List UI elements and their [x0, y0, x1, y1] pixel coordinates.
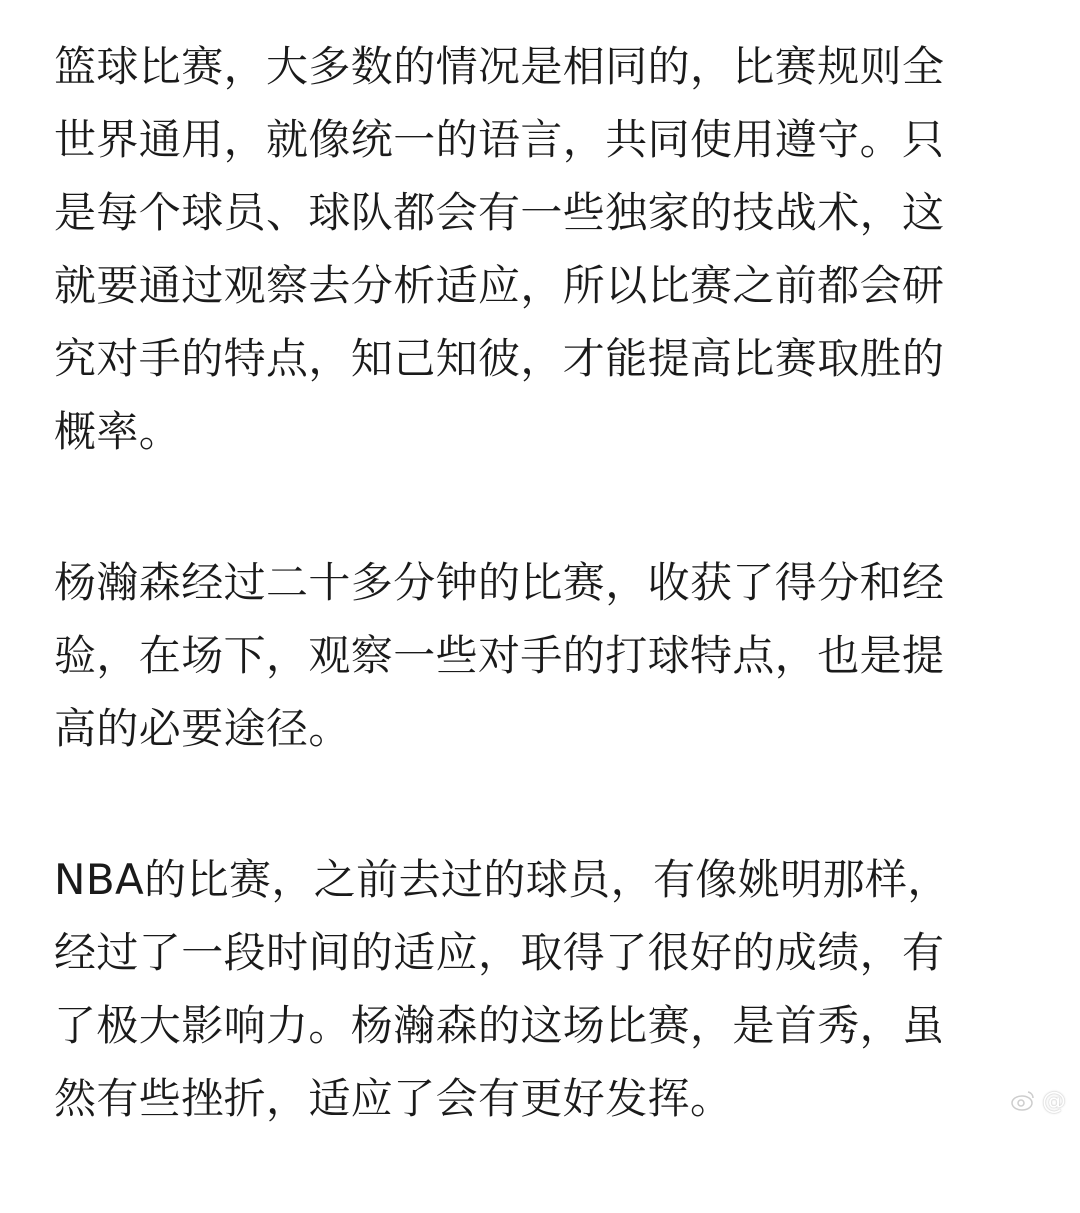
text-line: 了极大影响力。杨瀚森的这场比赛，是首秀，虽 [54, 1001, 945, 1050]
text-line: 究对手的特点，知己知彼，才能提高比赛取胜的 [54, 334, 945, 383]
text-line: NBA的比赛，之前去过的球员，有像姚明那样， [54, 855, 950, 904]
text-line: 验，在场下，观察一些对手的打球特点，也是提 [54, 631, 945, 680]
paragraph-1 [54, 30, 1034, 468]
text-line: 经过了一段时间的适应，取得了很好的成绩，有 [54, 928, 945, 977]
watermark [1010, 1087, 1066, 1115]
text-line: 然有些挫折，适应了会有更好发挥。 [54, 1074, 733, 1123]
paragraph-3 [54, 843, 1034, 1135]
text-line: 就要通过观察去分析适应，所以比赛之前都会研 [54, 261, 945, 310]
text-line: 高的必要途径。 [54, 704, 351, 753]
text-line: 概率。 [54, 407, 182, 456]
text-line: 篮球比赛，大多数的情况是相同的，比赛规则全 [54, 42, 945, 91]
paragraph-2 [54, 546, 1034, 765]
watermark-text: @ [1042, 1087, 1066, 1115]
weibo-logo-icon [1010, 1088, 1036, 1114]
text-line: 世界通用，就像统一的语言，共同使用遵守。只 [54, 115, 945, 164]
article-body [54, 30, 1034, 1213]
text-line: 是每个球员、球队都会有一些独家的技战术，这 [54, 188, 945, 237]
text-line: 杨瀚森经过二十多分钟的比赛，收获了得分和经 [54, 558, 945, 607]
